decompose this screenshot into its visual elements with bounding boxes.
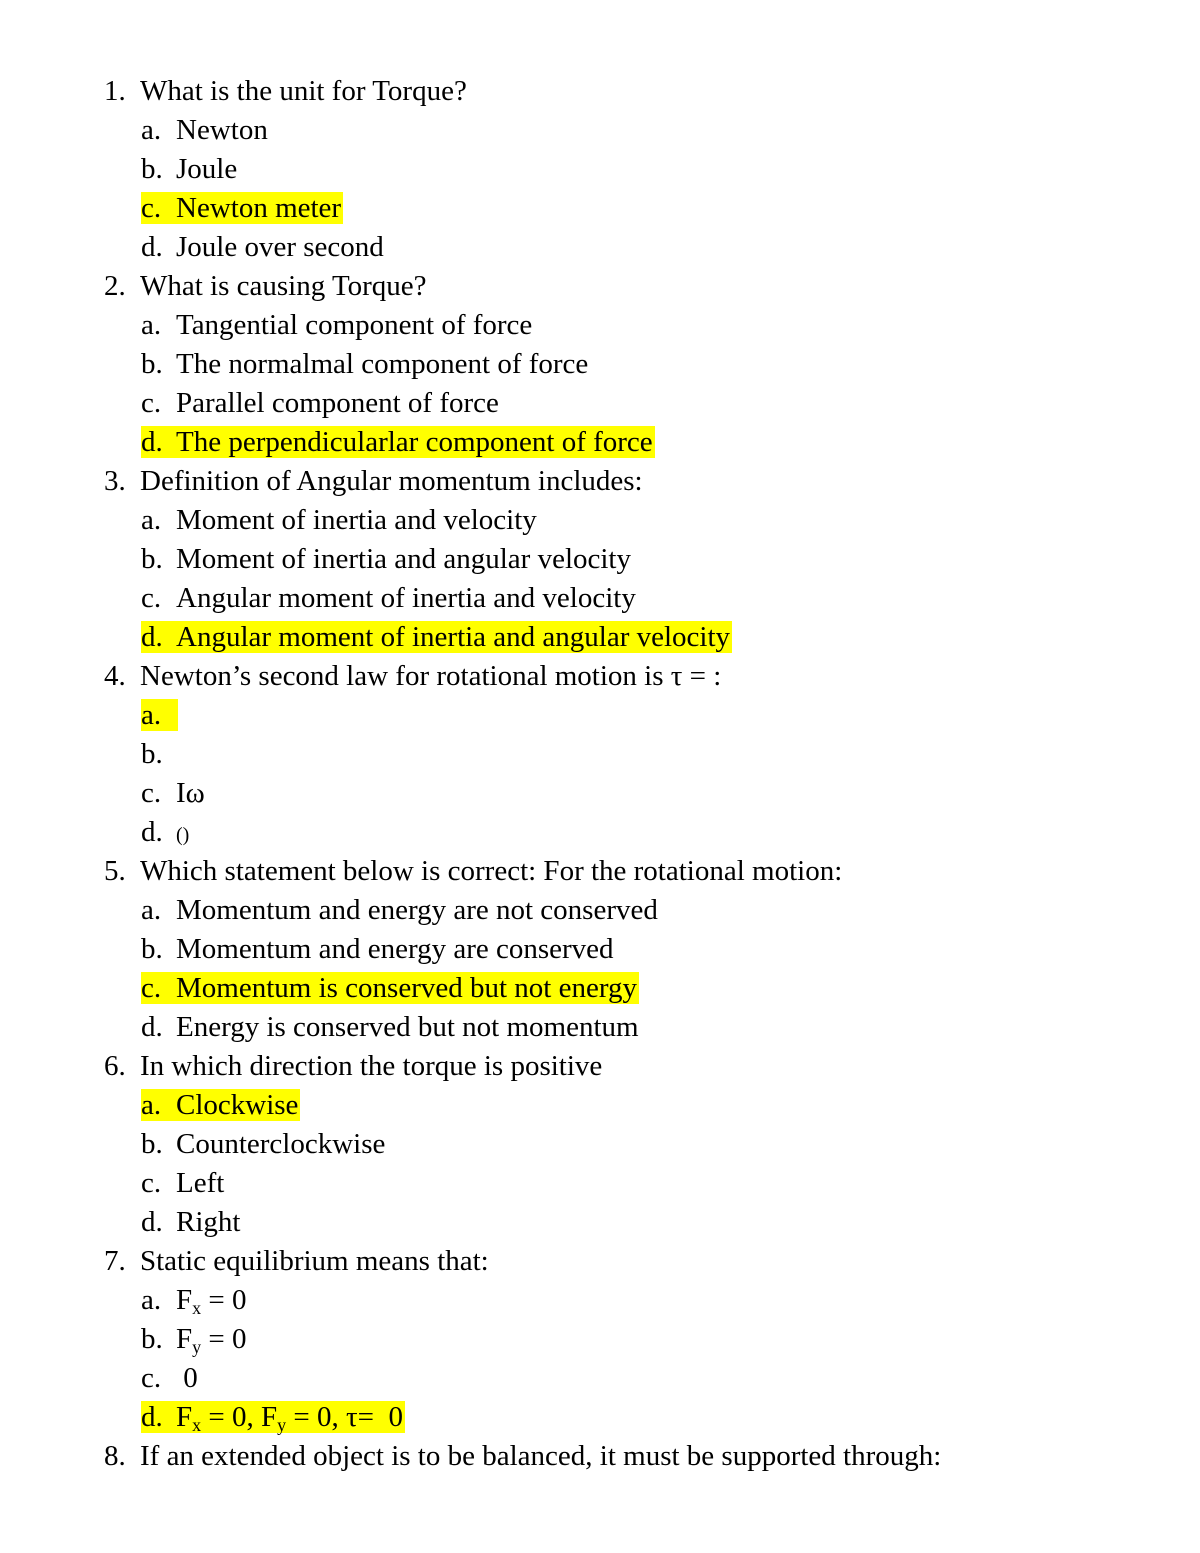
option-1a: a. Newton: [141, 114, 268, 146]
option-5d: d. Energy is conserved but not momentum: [141, 1011, 639, 1043]
option-3a: a. Moment of inertia and velocity: [141, 504, 537, 536]
question-text: What is causing Torque?: [140, 270, 427, 302]
option-5a: a. Momentum and energy are not conserved: [141, 894, 658, 926]
question-2: [0, 267, 1200, 306]
answer-highlight: d. The perpendicularlar component of force: [141, 426, 653, 458]
option-3b: b. Moment of inertia and angular velocity: [141, 543, 631, 575]
option-4c: c. Iω: [141, 777, 205, 809]
option-5b: b. Momentum and energy are conserved: [141, 933, 614, 965]
question-1: [0, 72, 1200, 111]
question-number: 8.: [104, 1440, 126, 1472]
option-4a-answer: [0, 696, 1200, 735]
option-7a: a. $F_x = 0$: [141, 1284, 247, 1318]
question-text: What is the unit for Torque?: [140, 75, 467, 107]
document-page: [0, 72, 1200, 1476]
question-text: If an extended object is to be balanced, it must be supported through:: [140, 1440, 942, 1472]
answer-highlight: d. Angular moment of inertia and angular velocity: [141, 621, 731, 653]
question-4: [0, 657, 1200, 696]
question-number: 6.: [104, 1050, 126, 1082]
option-1c-answer: [0, 189, 1200, 228]
answer-highlight: a.: [141, 699, 178, 731]
answer-highlight: a. Clockwise: [141, 1089, 299, 1121]
option-6d: d. Right: [141, 1206, 241, 1238]
option-4b: b.: [141, 738, 163, 770]
question-text: Newton’s second law for rotational motion is τ = :: [140, 660, 722, 692]
option-2b: b. The normalmal component of force: [141, 348, 589, 380]
question-6: [0, 1047, 1200, 1086]
question-3: [0, 462, 1200, 501]
question-8: [0, 1437, 1200, 1476]
option-3c: c. Angular moment of inertia and velocity: [141, 582, 636, 614]
option-6a-answer: [0, 1086, 1200, 1125]
option-2d-answer: [0, 423, 1200, 462]
question-number: 5.: [104, 855, 126, 887]
option-2a: a. Tangential component of force: [141, 309, 533, 341]
question-number: 1.: [104, 75, 126, 107]
question-text: Static equilibrium means that:: [140, 1245, 489, 1277]
option-7c: c. 0: [141, 1362, 198, 1394]
option-2c: c. Parallel component of force: [141, 387, 499, 419]
question-number: 3.: [104, 465, 126, 497]
question-number: 4.: [104, 660, 126, 692]
option-6c: c. Left: [141, 1167, 225, 1199]
option-3d-answer: [0, 618, 1200, 657]
answer-highlight: c. Newton meter: [141, 192, 342, 224]
question-text: In which direction the torque is positive: [140, 1050, 603, 1082]
question-7: [0, 1242, 1200, 1281]
question-text: Definition of Angular momentum includes:: [140, 465, 643, 497]
question-number: 7.: [104, 1245, 126, 1277]
option-1b: b. Joule: [141, 153, 238, 185]
option-1d: d. Joule over second: [141, 231, 384, 263]
question-text: Which statement below is correct: For the rotational motion:: [140, 855, 843, 887]
answer-highlight: c. Momentum is conserved but not energy: [141, 972, 637, 1004]
option-7b: b. $F_y = 0$: [141, 1323, 247, 1357]
option-7d-answer: [0, 1398, 1200, 1437]
question-5: [0, 852, 1200, 891]
option-4d: d. (): [141, 816, 190, 848]
question-number: 2.: [104, 270, 126, 302]
answer-highlight: d. $F_x = 0$, $F_y = 0$, τ= 0: [141, 1401, 403, 1435]
option-6b: b. Counterclockwise: [141, 1128, 386, 1160]
option-5c-answer: [0, 969, 1200, 1008]
